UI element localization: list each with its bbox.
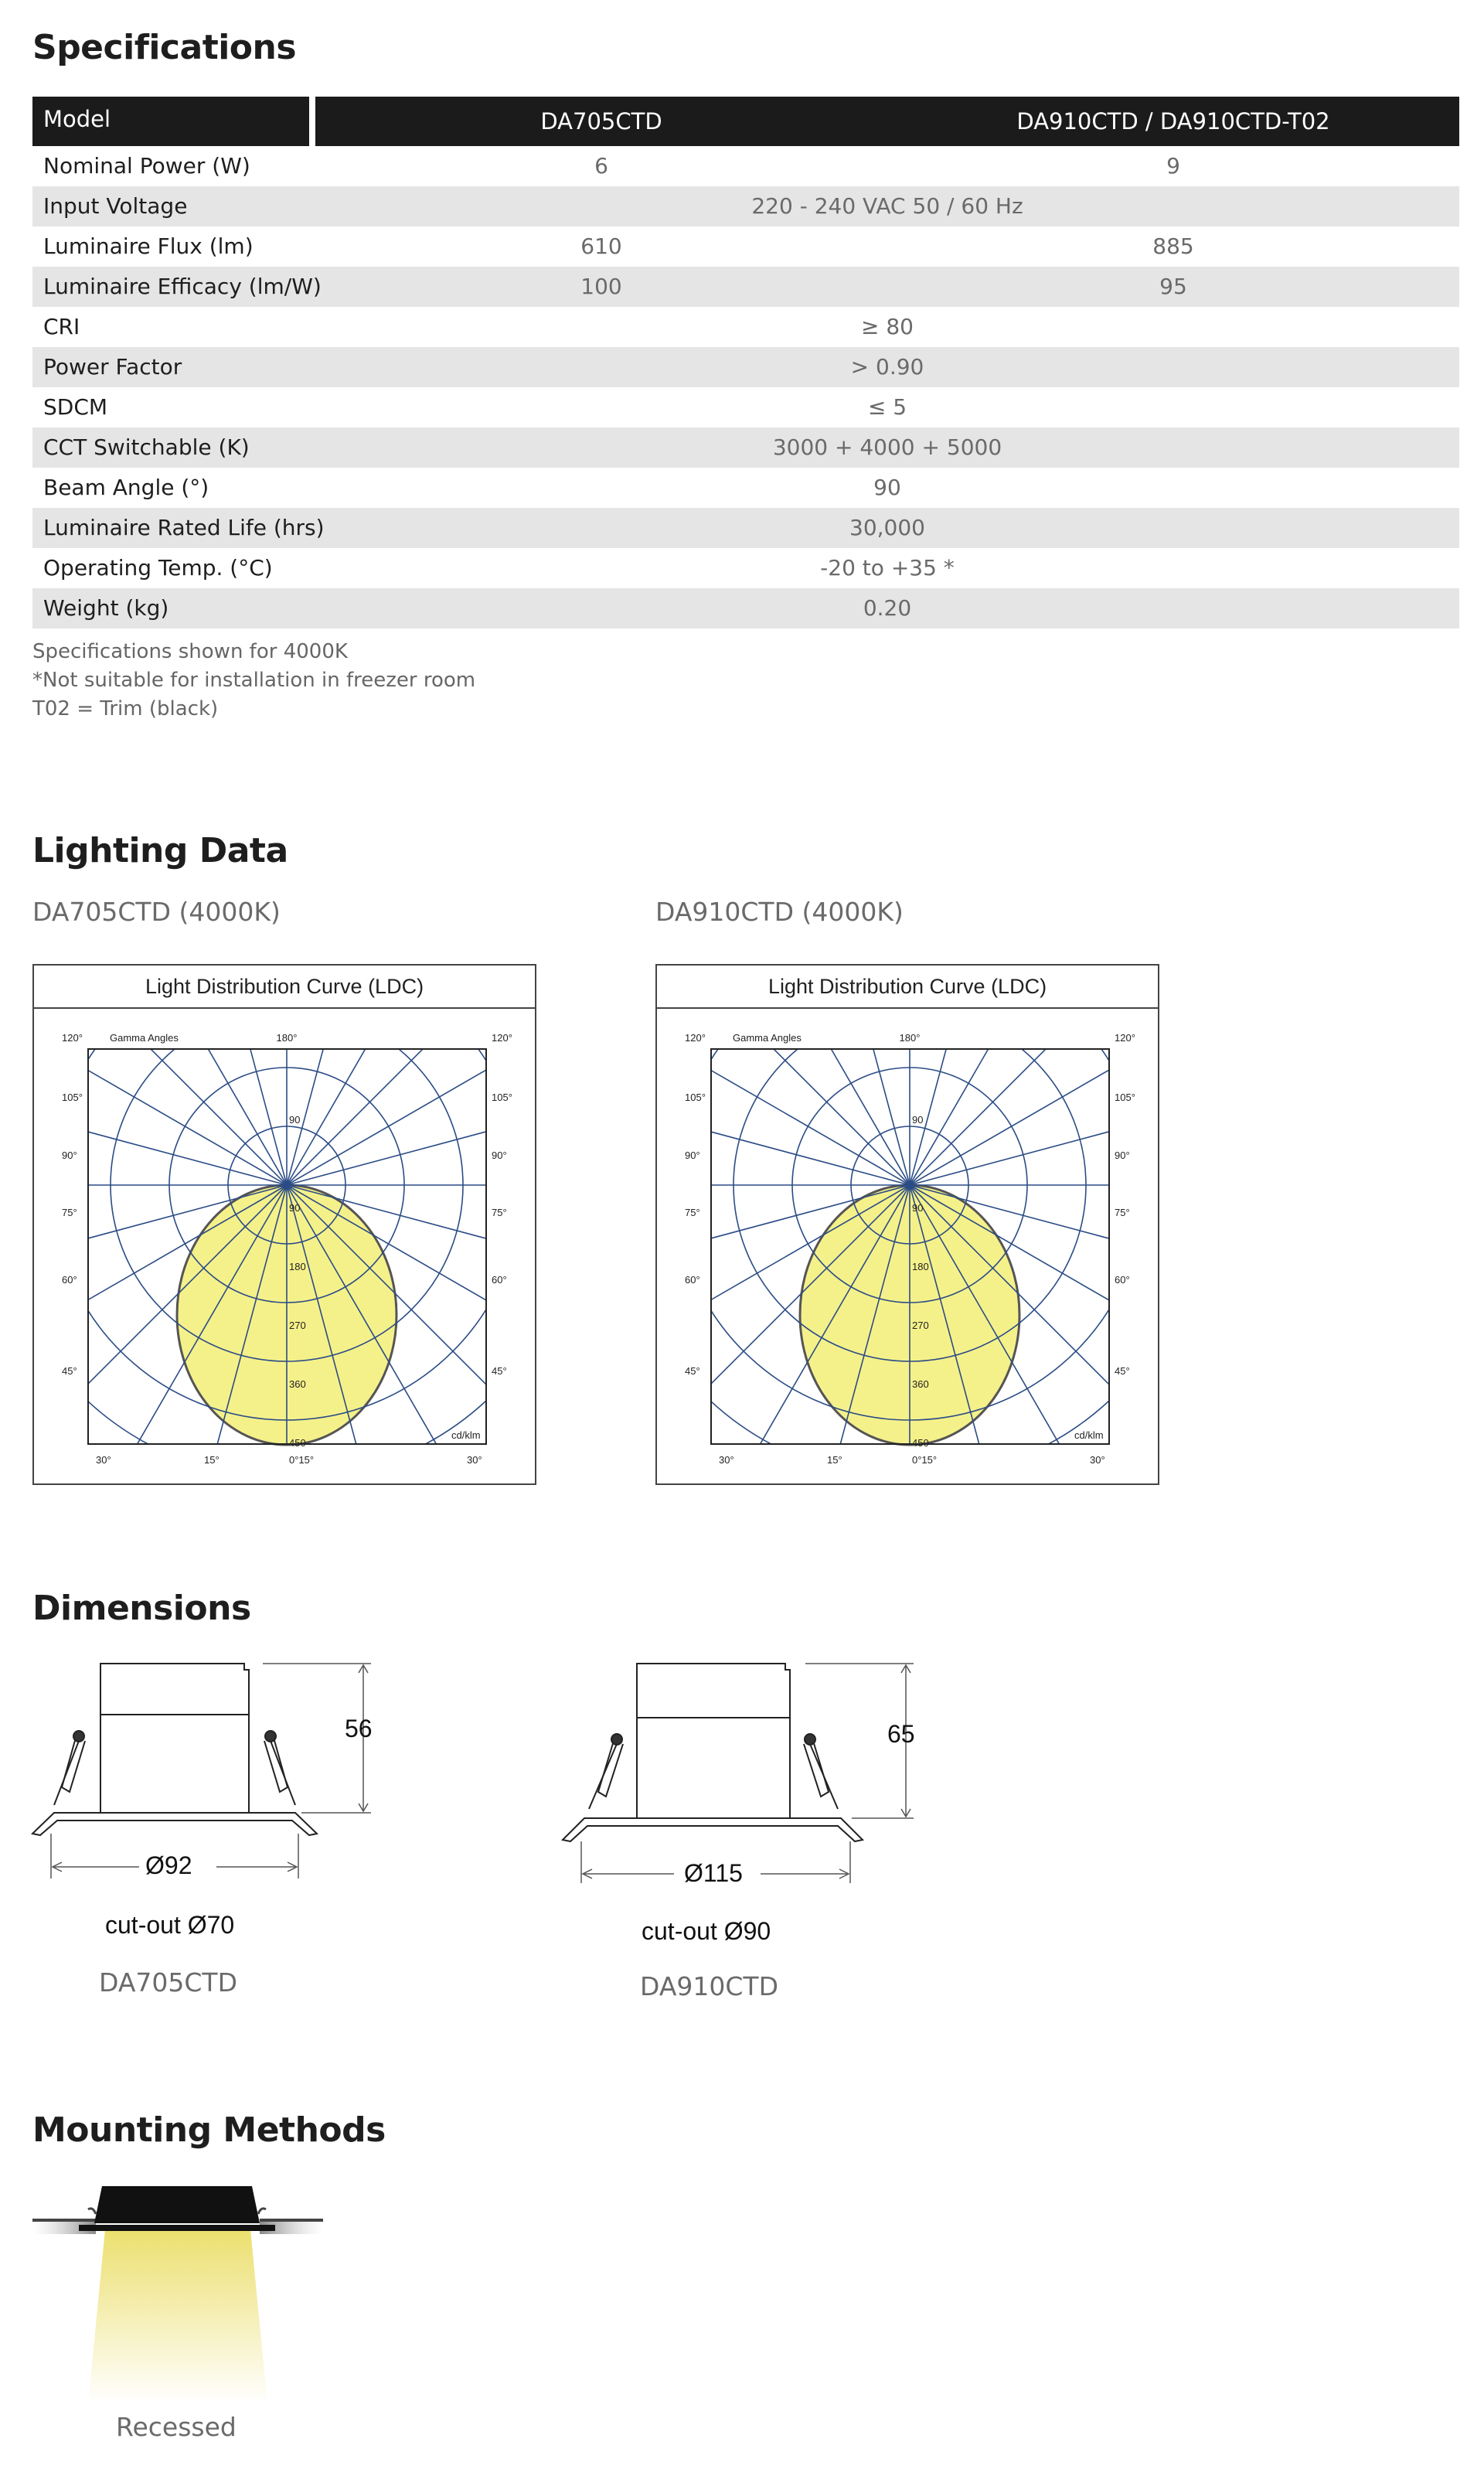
- spec-table: [32, 97, 1459, 628]
- spec-row-beam-angle: [32, 468, 1459, 508]
- ldc-gamma-label: Gamma Angles: [110, 1032, 179, 1044]
- dimension-model-da705ctd: DA705CTD: [99, 1967, 238, 1998]
- ldc-ring-label: 360: [912, 1378, 929, 1390]
- row-value: 220 - 240 VAC 50 / 60 Hz: [751, 193, 1023, 219]
- ldc-angle-label: 45°: [62, 1365, 77, 1377]
- spec-row-cri: [32, 307, 1459, 347]
- row-value-2: 885: [1152, 233, 1194, 259]
- row-label: SDCM: [43, 394, 108, 420]
- row-value: 30,000: [849, 515, 925, 540]
- spec-row-luminaire-flux: [32, 227, 1459, 267]
- ldc-angle-label: 90°: [492, 1150, 507, 1161]
- spec-row-nominal-power: [32, 146, 1459, 186]
- specifications-heading: Specifications: [32, 28, 297, 67]
- row-label: CRI: [43, 314, 80, 339]
- row-value: 90: [873, 475, 901, 500]
- ldc-angle-label: 60°: [1115, 1274, 1130, 1286]
- ldc-ring-label: 360: [289, 1378, 306, 1390]
- diameter-label-da910ctd: Ø115: [684, 1859, 743, 1887]
- spec-row-luminaire-efficacy: [32, 267, 1459, 307]
- ldc-subtitle-1: DA705CTD (4000K): [32, 897, 281, 927]
- row-label: Luminaire Rated Life (hrs): [43, 515, 325, 540]
- row-value: ≥ 80: [861, 314, 914, 339]
- recessed-mounting-icon: [32, 2180, 326, 2404]
- row-value: -20 to +35 *: [820, 555, 955, 581]
- spec-row-weight: [32, 588, 1459, 628]
- note-line: Specifications shown for 4000K: [32, 640, 348, 663]
- ldc-angle-label: 30°: [1090, 1454, 1105, 1466]
- ldc-ring-label: 270: [289, 1320, 306, 1331]
- ldc-angle-label: 0°15°: [912, 1454, 938, 1466]
- ldc-angle-label: 45°: [1115, 1365, 1130, 1377]
- ldc-subtitle-2: DA910CTD (4000K): [655, 897, 904, 927]
- row-value: 3000 + 4000 + 5000: [772, 434, 1002, 460]
- row-value-2: 9: [1166, 153, 1180, 179]
- ldc-angle-label: 75°: [492, 1207, 507, 1218]
- row-label: Power Factor: [43, 354, 182, 380]
- ldc-angle-label: 30°: [96, 1454, 111, 1466]
- spec-row-operating-temp: [32, 548, 1459, 588]
- ldc-angle-label: 30°: [719, 1454, 734, 1466]
- ldc-angle-label: 75°: [685, 1207, 700, 1218]
- ldc-angle-label: 30°: [467, 1454, 482, 1466]
- model-column-1: DA705CTD: [540, 108, 662, 135]
- row-value: 0.20: [863, 595, 912, 621]
- spec-row-rated-life: [32, 508, 1459, 548]
- ldc-angle-label: 75°: [62, 1207, 77, 1218]
- ldc-gamma-label: Gamma Angles: [733, 1032, 802, 1044]
- cutout-label-da910ctd: cut-out Ø90: [642, 1917, 771, 1945]
- ldc-angle-label: 45°: [685, 1365, 700, 1377]
- row-value-1: 6: [594, 153, 608, 179]
- row-label: CCT Switchable (K): [43, 434, 250, 460]
- ldc-angle-label: 105°: [685, 1092, 706, 1103]
- row-label: Nominal Power (W): [43, 153, 250, 179]
- ldc-angle-label: 60°: [492, 1274, 507, 1286]
- ldc-angle-label: 105°: [1115, 1092, 1135, 1103]
- ldc-chart-1: [32, 964, 536, 1485]
- spec-table-header: [32, 97, 1459, 146]
- ldc-title: Light Distribution Curve (LDC): [34, 966, 535, 1009]
- row-value-2: 95: [1159, 274, 1187, 299]
- height-label-da910ctd: 65: [887, 1720, 915, 1748]
- dimension-drawing-da910ctd: [558, 1654, 929, 1886]
- row-value: > 0.90: [850, 354, 924, 380]
- ldc-ring-label: 90: [912, 1114, 924, 1126]
- ldc-title: Light Distribution Curve (LDC): [657, 966, 1158, 1009]
- ldc-ring-label: 90: [289, 1114, 301, 1126]
- row-label: Operating Temp. (°C): [43, 555, 273, 581]
- height-label-da705ctd: 56: [345, 1715, 373, 1742]
- ldc-angle-label: 180°: [899, 1032, 921, 1044]
- ldc-angle-label: 120°: [1115, 1032, 1135, 1044]
- dimension-model-da910ctd: DA910CTD: [640, 1971, 779, 2001]
- ldc-angle-label: 15°: [827, 1454, 842, 1466]
- ldc-ring-label: 180: [912, 1261, 929, 1272]
- spec-row-sdcm: [32, 387, 1459, 427]
- row-value: ≤ 5: [867, 394, 907, 420]
- ldc-polar-plot: [657, 1007, 1158, 1483]
- ldc-unit-label: cd/klm: [451, 1429, 481, 1441]
- ldc-angle-label: 105°: [492, 1092, 512, 1103]
- ldc-angle-label: 180°: [276, 1032, 298, 1044]
- model-header: Model: [32, 97, 309, 146]
- ldc-angle-label: 60°: [685, 1274, 700, 1286]
- ldc-angle-label: 90°: [685, 1150, 700, 1161]
- row-label: Luminaire Flux (lm): [43, 233, 254, 259]
- spec-row-power-factor: [32, 347, 1459, 387]
- ldc-unit-label: cd/klm: [1074, 1429, 1104, 1441]
- ldc-chart-2: [655, 964, 1159, 1485]
- ldc-polar-plot: [34, 1007, 535, 1483]
- row-label: Input Voltage: [43, 193, 188, 219]
- ldc-ring-label: 180: [289, 1261, 306, 1272]
- ldc-angle-label: 120°: [62, 1032, 83, 1044]
- ldc-angle-label: 15°: [204, 1454, 220, 1466]
- ldc-ring-label: 450: [912, 1437, 929, 1449]
- spec-notes: [32, 638, 475, 724]
- mounting-methods-heading: Mounting Methods: [32, 2110, 386, 2150]
- spec-row-input-voltage: [32, 186, 1459, 227]
- ldc-ring-label: 90: [289, 1202, 301, 1214]
- cutout-label-da705ctd: cut-out Ø70: [105, 1911, 235, 1939]
- dimension-drawing-da705ctd: [23, 1654, 394, 1886]
- ldc-angle-label: 120°: [492, 1032, 512, 1044]
- note-line: T02 = Trim (black): [32, 697, 219, 720]
- dimensions-heading: Dimensions: [32, 1589, 251, 1628]
- ldc-angle-label: 120°: [685, 1032, 706, 1044]
- ldc-angle-label: 75°: [1115, 1207, 1130, 1218]
- ldc-angle-label: 105°: [62, 1092, 83, 1103]
- row-label: Beam Angle (°): [43, 475, 209, 500]
- ldc-angle-label: 45°: [492, 1365, 507, 1377]
- row-value-1: 610: [580, 233, 622, 259]
- row-label: Luminaire Efficacy (lm/W): [43, 274, 322, 299]
- ldc-ring-label: 90: [912, 1202, 924, 1214]
- ldc-angle-label: 90°: [62, 1150, 77, 1161]
- lighting-data-heading: Lighting Data: [32, 831, 288, 870]
- ldc-angle-label: 60°: [62, 1274, 77, 1286]
- spec-row-cct-switchable: [32, 427, 1459, 468]
- ldc-ring-label: 270: [912, 1320, 929, 1331]
- diameter-label-da705ctd: Ø92: [145, 1851, 192, 1879]
- ldc-angle-label: 0°15°: [289, 1454, 315, 1466]
- ldc-angle-label: 90°: [1115, 1150, 1130, 1161]
- note-line: *Not suitable for installation in freezer room: [32, 669, 476, 692]
- model-column-2: DA910CTD / DA910CTD-T02: [1016, 108, 1330, 135]
- ldc-ring-label: 450: [289, 1437, 306, 1449]
- mounting-label-recessed: Recessed: [116, 2412, 237, 2442]
- model-columns-header: [315, 97, 1459, 146]
- row-value-1: 100: [580, 274, 622, 299]
- row-label: Weight (kg): [43, 595, 169, 621]
